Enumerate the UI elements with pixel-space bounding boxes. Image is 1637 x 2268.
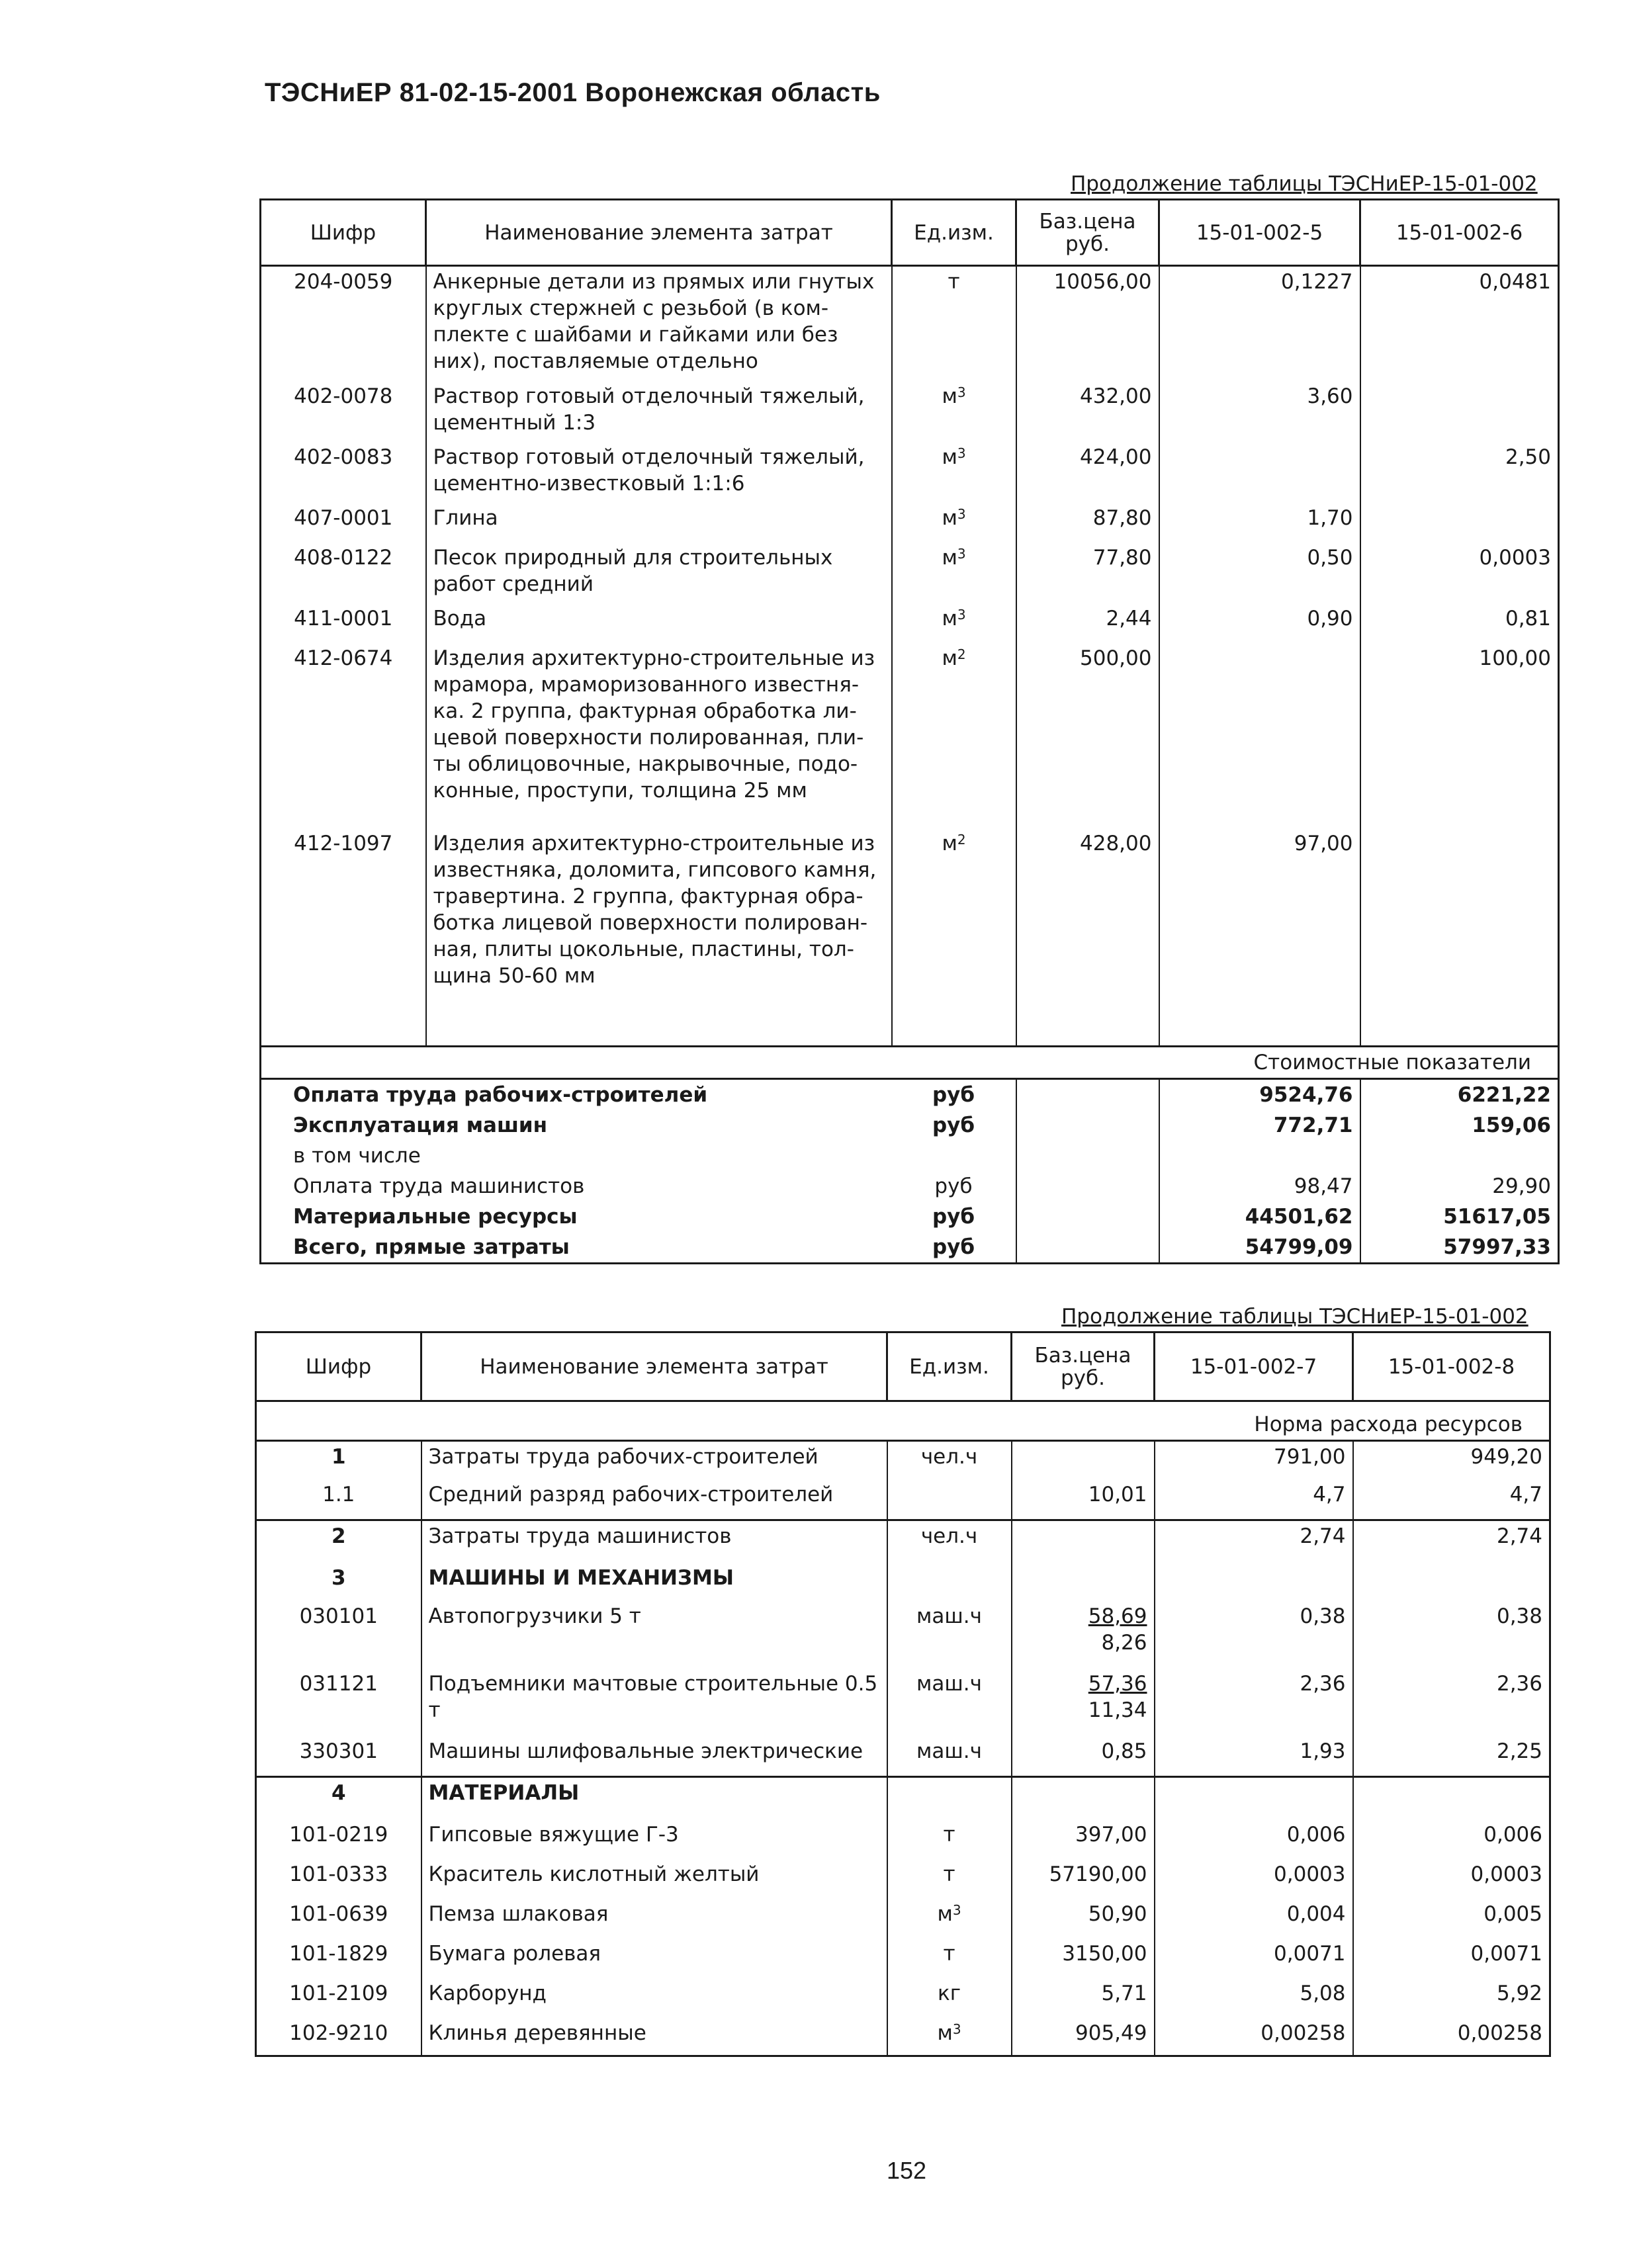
unit-text: м	[942, 505, 957, 530]
name-cell: Затраты труда рабочих-строителей	[421, 1441, 887, 1479]
summary-label: Всего, прямые затраты	[293, 1235, 570, 1259]
unit-cell	[892, 442, 1016, 503]
unit-text: м	[942, 445, 957, 469]
value-col2-cell: 5,92	[1496, 1981, 1542, 2005]
name-cell: Раствор готовый отделочный тяжелый, цементно-известковый 1:1:6	[426, 442, 892, 503]
unit-text: маш.ч	[916, 1671, 982, 1696]
unit-cell	[887, 1859, 1012, 1899]
code-cell: 030101	[256, 1601, 421, 1669]
code-cell: 031121	[256, 1669, 421, 1736]
name-cell: Клинья деревянные	[421, 2018, 887, 2056]
table1-band-row	[261, 1047, 1559, 1079]
unit-text: чел.ч	[920, 1524, 978, 1548]
price-machinist-value: 11,34	[1088, 1698, 1147, 1722]
summary-row	[261, 1201, 1559, 1232]
unit-cell	[892, 381, 1016, 442]
name-cell: Изделия архитектурно-строительные из известняка, доломита, гипсового камня, травертина. 2 группа, фактурная обра-ботка лицевой поверхности полирован-ная, плиты цокольные, пластины, тол-щина 50-60 мм	[426, 828, 892, 1047]
name-cell: МАШИНЫ И МЕХАНИЗМЫ	[421, 1563, 887, 1601]
unit-cell	[887, 2018, 1012, 2056]
code-cell: 101-1829	[256, 1939, 421, 1978]
summary-col1: 98,47	[1159, 1171, 1360, 1201]
name-cell: Песок природный для строительных работ средний	[426, 543, 892, 603]
unit-cell	[887, 1777, 1012, 1819]
unit-cell	[887, 1563, 1012, 1601]
value-col1-cell: 0,0003	[1155, 1859, 1353, 1899]
price-cell	[1012, 1479, 1155, 1520]
value-col1-cell: 0,1227	[1159, 266, 1360, 381]
price-value: 3150,00	[1062, 1941, 1147, 1966]
summary-col1: 9524,76	[1159, 1079, 1360, 1111]
code-cell: 2	[256, 1520, 421, 1563]
code-cell: 101-0219	[256, 1819, 421, 1859]
band-cost-indicators: Стоимостные показатели	[261, 1047, 1559, 1079]
header-col1: 15-01-002-5	[1159, 200, 1360, 266]
summary-price-empty	[1016, 1171, 1159, 1201]
table-row	[256, 1441, 1550, 1479]
table-row	[261, 266, 1559, 381]
value-col2-cell	[1353, 1563, 1550, 1601]
unit-cell	[887, 1819, 1012, 1859]
name-cell: Машины шлифовальные электрические	[421, 1736, 887, 1777]
value-col1-cell: 0,50	[1159, 543, 1360, 603]
price-machinist-value: 8,26	[1101, 1630, 1147, 1655]
table2-continuation: Продолжение таблицы ТЭСНиЕР-15-01-002	[1061, 1305, 1528, 1329]
value-col2-cell	[1353, 1777, 1550, 1819]
value-col1-cell: 0,38	[1155, 1601, 1353, 1669]
value-col1-cell: 0,00258	[1155, 2018, 1353, 2056]
unit-superscript: 3	[957, 545, 966, 562]
unit-superscript: 2	[957, 646, 966, 662]
table-row	[261, 503, 1559, 543]
unit-cell	[892, 828, 1016, 1047]
table2	[255, 1331, 1551, 2057]
summary-col2: 159,06	[1472, 1113, 1551, 1137]
name-cell: Анкерные детали из прямых или гнутых круглых стержней с резьбой (в ком-плекте с шайбами и гайками или без них), поставляемые отдельно	[426, 266, 892, 381]
summary-col2	[1360, 1141, 1559, 1171]
value-col1-cell	[1159, 442, 1360, 503]
summary-col1: 772,71	[1159, 1110, 1360, 1141]
table-row	[261, 603, 1559, 643]
value-col1-cell: 0,90	[1159, 603, 1360, 643]
name-cell: Автопогрузчики 5 т	[421, 1601, 887, 1669]
unit-cell	[892, 643, 1016, 828]
summary-row	[261, 1171, 1559, 1201]
unit-cell	[892, 266, 1016, 381]
name-cell: Вода	[426, 603, 892, 643]
code-cell: 330301	[256, 1736, 421, 1777]
name-cell: Раствор готовый отделочный тяжелый, цементный 1:3	[426, 381, 892, 442]
unit-superscript: 3	[952, 1901, 961, 1918]
table-row	[256, 1819, 1550, 1859]
value-col2-cell: 0,005	[1483, 1901, 1542, 1926]
price-cell	[1012, 1601, 1155, 1669]
table-row	[256, 1601, 1550, 1669]
table1	[259, 198, 1560, 1264]
price-cell	[1012, 1669, 1155, 1736]
price-cell	[1012, 1819, 1155, 1859]
unit-cell	[887, 1939, 1012, 1978]
name-cell: Изделия архитектурно-строительные из мрамора, мраморизованного известня-ка. 2 группа, фактурная обработка ли-цевой поверхности полированная, пли-ты облицовочные, накрывочные, подо-конные, проступи, толщина 25 мм	[426, 643, 892, 828]
price-cell	[1012, 1939, 1155, 1978]
name-cell: МАТЕРИАЛЫ	[421, 1777, 887, 1819]
table-row	[256, 1859, 1550, 1899]
code-cell: 412-0674	[261, 643, 426, 828]
value-col1-cell: 0,004	[1155, 1899, 1353, 1939]
code-cell: 204-0059	[261, 266, 426, 381]
table-row	[261, 381, 1559, 442]
unit-text: м	[937, 2021, 953, 2045]
header-code: Шифр	[256, 1332, 421, 1401]
unit-superscript: 2	[957, 831, 966, 848]
value-col2-cell: 0,81	[1505, 606, 1551, 631]
unit-text: т	[943, 1862, 955, 1886]
code-cell: 402-0083	[261, 442, 426, 503]
table-row	[256, 1669, 1550, 1736]
value-col2-cell: 0,006	[1483, 1822, 1542, 1847]
value-col2-cell: 2,74	[1353, 1520, 1550, 1563]
unit-text: м	[942, 384, 957, 408]
name-cell: Гипсовые вяжущие Г-3	[421, 1819, 887, 1859]
summary-label: Оплата труда машинистов	[293, 1174, 585, 1198]
unit-cell	[892, 543, 1016, 603]
header-price: Баз.цена руб.	[1016, 200, 1159, 266]
value-col1-cell: 97,00	[1159, 828, 1360, 1047]
summary-row	[261, 1079, 1559, 1111]
header-unit: Ед.изм.	[887, 1332, 1012, 1401]
price-cell	[1012, 1520, 1155, 1563]
value-col2-cell: 2,36	[1496, 1671, 1542, 1696]
value-col2-cell: 0,0003	[1470, 1862, 1542, 1886]
code-cell: 402-0078	[261, 381, 426, 442]
summary-price-empty	[1016, 1079, 1159, 1111]
summary-price-empty	[1016, 1110, 1159, 1141]
price-cell	[1012, 1441, 1155, 1479]
unit-superscript: 3	[957, 445, 966, 461]
summary-unit: руб	[892, 1079, 1016, 1111]
code-cell: 101-2109	[256, 1978, 421, 2018]
value-col1-cell	[1159, 643, 1360, 828]
table-row	[256, 1520, 1550, 1563]
table-row	[261, 643, 1559, 828]
unit-text: м	[942, 545, 957, 570]
value-col1-cell: 4,7	[1155, 1479, 1353, 1520]
price-cell: 500,00	[1016, 643, 1159, 828]
value-col2-cell: 0,00258	[1457, 2021, 1542, 2045]
price-cell	[1012, 1563, 1155, 1601]
price-cell: 424,00	[1016, 442, 1159, 503]
table1-header-row	[261, 200, 1559, 266]
table-row	[256, 1939, 1550, 1978]
band-resource-norm: Норма расхода ресурсов	[256, 1401, 1550, 1441]
value-col2-cell	[1360, 828, 1559, 1047]
price-value: 57190,00	[1049, 1862, 1147, 1886]
unit-text: м	[937, 1901, 953, 1926]
unit-text: маш.ч	[916, 1739, 982, 1763]
price-cell	[1012, 1978, 1155, 2018]
summary-price-empty	[1016, 1201, 1159, 1232]
price-cell	[1012, 1777, 1155, 1819]
code-cell: 407-0001	[261, 503, 426, 543]
document-title: ТЭСНиЕР 81-02-15-2001 Воронежская область	[265, 78, 881, 107]
value-col2-cell: 0,0003	[1479, 545, 1551, 570]
code-cell: 102-9210	[256, 2018, 421, 2056]
code-cell: 411-0001	[261, 603, 426, 643]
unit-text: т	[948, 270, 960, 294]
name-cell: Глина	[426, 503, 892, 543]
price-cell	[1012, 2018, 1155, 2056]
summary-row	[261, 1232, 1559, 1264]
summary-price-empty	[1016, 1232, 1159, 1264]
price-value: 397,00	[1075, 1822, 1147, 1847]
price-value: 0,85	[1101, 1739, 1147, 1763]
unit-cell	[887, 1441, 1012, 1479]
price-value: 50,90	[1088, 1901, 1147, 1926]
table-row	[261, 543, 1559, 603]
unit-cell	[892, 503, 1016, 543]
unit-superscript: 3	[957, 384, 966, 400]
name-cell: Подъемники мачтовые строительные 0.5 т	[421, 1669, 887, 1736]
unit-text: т	[943, 1941, 955, 1966]
unit-cell	[892, 603, 1016, 643]
price-cell: 2,44	[1016, 603, 1159, 643]
price-cell	[1012, 1899, 1155, 1939]
value-col1-cell: 2,74	[1155, 1520, 1353, 1563]
unit-text: м	[942, 606, 957, 631]
price-value: 905,49	[1075, 2021, 1147, 2045]
table-row	[256, 1563, 1550, 1601]
header-col2: 15-01-002-6	[1360, 200, 1559, 266]
price-cell: 87,80	[1016, 503, 1159, 543]
value-col1-cell	[1155, 1563, 1353, 1601]
unit-text: маш.ч	[916, 1604, 982, 1628]
code-cell: 412-1097	[261, 828, 426, 1047]
table-row	[261, 828, 1559, 1047]
unit-cell	[887, 1669, 1012, 1736]
unit-cell	[887, 1520, 1012, 1563]
name-cell: Карборунд	[421, 1978, 887, 2018]
price-cell	[1012, 1736, 1155, 1777]
price-value: 58,69	[1088, 1604, 1147, 1628]
summary-col2: 51617,05	[1443, 1205, 1551, 1229]
table2-band-row	[256, 1401, 1550, 1441]
summary-row	[261, 1141, 1559, 1171]
summary-col2: 6221,22	[1457, 1083, 1551, 1107]
name-cell: Затраты труда машинистов	[421, 1520, 887, 1563]
header-price: Баз.цена руб.	[1012, 1332, 1155, 1401]
summary-unit	[892, 1141, 1016, 1171]
name-cell: Бумага ролевая	[421, 1939, 887, 1978]
summary-unit: руб	[892, 1232, 1016, 1264]
value-col2-cell	[1360, 381, 1559, 442]
code-cell: 1	[256, 1441, 421, 1479]
header-unit: Ед.изм.	[892, 200, 1016, 266]
value-col2-cell: 100,00	[1479, 646, 1551, 670]
unit-cell	[887, 1479, 1012, 1520]
header-name: Наименование элемента затрат	[426, 200, 892, 266]
table1-continuation: Продолжение таблицы ТЭСНиЕР-15-01-002	[1071, 172, 1538, 196]
value-col2-cell: 0,0481	[1479, 270, 1551, 294]
value-col1-cell: 1,93	[1155, 1736, 1353, 1777]
price-cell: 432,00	[1016, 381, 1159, 442]
price-cell: 10056,00	[1016, 266, 1159, 381]
value-col2-cell: 2,25	[1496, 1739, 1542, 1763]
price-value: 5,71	[1101, 1981, 1147, 2005]
value-col2-cell	[1360, 503, 1559, 543]
summary-unit: руб	[892, 1171, 1016, 1201]
summary-row	[261, 1110, 1559, 1141]
code-cell: 3	[256, 1563, 421, 1601]
value-col1-cell: 2,36	[1155, 1669, 1353, 1736]
value-col1-cell: 0,006	[1155, 1819, 1353, 1859]
code-cell: 408-0122	[261, 543, 426, 603]
code-cell: 1.1	[256, 1479, 421, 1520]
code-cell: 101-0333	[256, 1859, 421, 1899]
price-cell: 428,00	[1016, 828, 1159, 1047]
value-col2-cell: 949,20	[1353, 1441, 1550, 1479]
table-row	[256, 1777, 1550, 1819]
header-name: Наименование элемента затрат	[421, 1332, 887, 1401]
table-row	[256, 1899, 1550, 1939]
unit-text: кг	[937, 1981, 961, 2005]
price-value: 10,01	[1088, 1482, 1147, 1506]
name-cell: Пемза шлаковая	[421, 1899, 887, 1939]
name-cell: Средний разряд рабочих-строителей	[421, 1479, 887, 1520]
unit-text: чел.ч	[920, 1445, 978, 1469]
price-value: 57,36	[1088, 1671, 1147, 1696]
unit-text: м	[942, 831, 957, 855]
summary-col1: 54799,09	[1159, 1232, 1360, 1264]
unit-text: т	[943, 1822, 955, 1847]
table-row	[256, 1479, 1550, 1520]
table2-header-row	[256, 1332, 1550, 1401]
summary-label: в том числе	[293, 1144, 421, 1168]
summary-label: Эксплуатация машин	[293, 1113, 548, 1137]
header-col2: 15-01-002-8	[1353, 1332, 1550, 1401]
summary-unit: руб	[892, 1201, 1016, 1232]
code-cell: 101-0639	[256, 1899, 421, 1939]
value-col2-cell: 0,38	[1496, 1604, 1542, 1628]
value-col1-cell: 0,0071	[1155, 1939, 1353, 1978]
value-col2-cell: 2,50	[1505, 445, 1551, 469]
value-col2-cell: 4,7	[1509, 1482, 1542, 1506]
value-col1-cell: 1,70	[1159, 503, 1360, 543]
summary-label: Материальные ресурсы	[293, 1205, 578, 1229]
value-col1-cell: 3,60	[1159, 381, 1360, 442]
value-col1-cell	[1155, 1777, 1353, 1819]
value-col1-cell: 5,08	[1155, 1978, 1353, 2018]
unit-cell	[887, 1978, 1012, 2018]
summary-label: Оплата труда рабочих-строителей	[293, 1083, 708, 1107]
name-cell: Краситель кислотный желтый	[421, 1859, 887, 1899]
unit-cell	[887, 1736, 1012, 1777]
value-col2-cell: 0,0071	[1470, 1941, 1542, 1966]
price-cell	[1012, 1859, 1155, 1899]
unit-text: м	[942, 646, 957, 670]
table-row	[256, 1978, 1550, 2018]
table-row	[256, 2018, 1550, 2056]
value-col1-cell: 791,00	[1155, 1441, 1353, 1479]
summary-unit: руб	[892, 1110, 1016, 1141]
table-row	[261, 442, 1559, 503]
header-code: Шифр	[261, 200, 426, 266]
summary-col2: 29,90	[1492, 1174, 1551, 1198]
summary-price-empty	[1016, 1141, 1159, 1171]
code-cell: 4	[256, 1777, 421, 1819]
unit-superscript: 3	[957, 505, 966, 522]
unit-superscript: 3	[957, 606, 966, 623]
table-row	[256, 1736, 1550, 1777]
header-col1: 15-01-002-7	[1155, 1332, 1353, 1401]
unit-superscript: 3	[952, 2021, 961, 2037]
unit-cell	[887, 1601, 1012, 1669]
price-cell: 77,80	[1016, 543, 1159, 603]
page-number: 152	[887, 2157, 927, 2184]
summary-col1	[1159, 1141, 1360, 1171]
unit-cell	[887, 1899, 1012, 1939]
summary-col2: 57997,33	[1443, 1235, 1551, 1259]
summary-col1: 44501,62	[1159, 1201, 1360, 1232]
